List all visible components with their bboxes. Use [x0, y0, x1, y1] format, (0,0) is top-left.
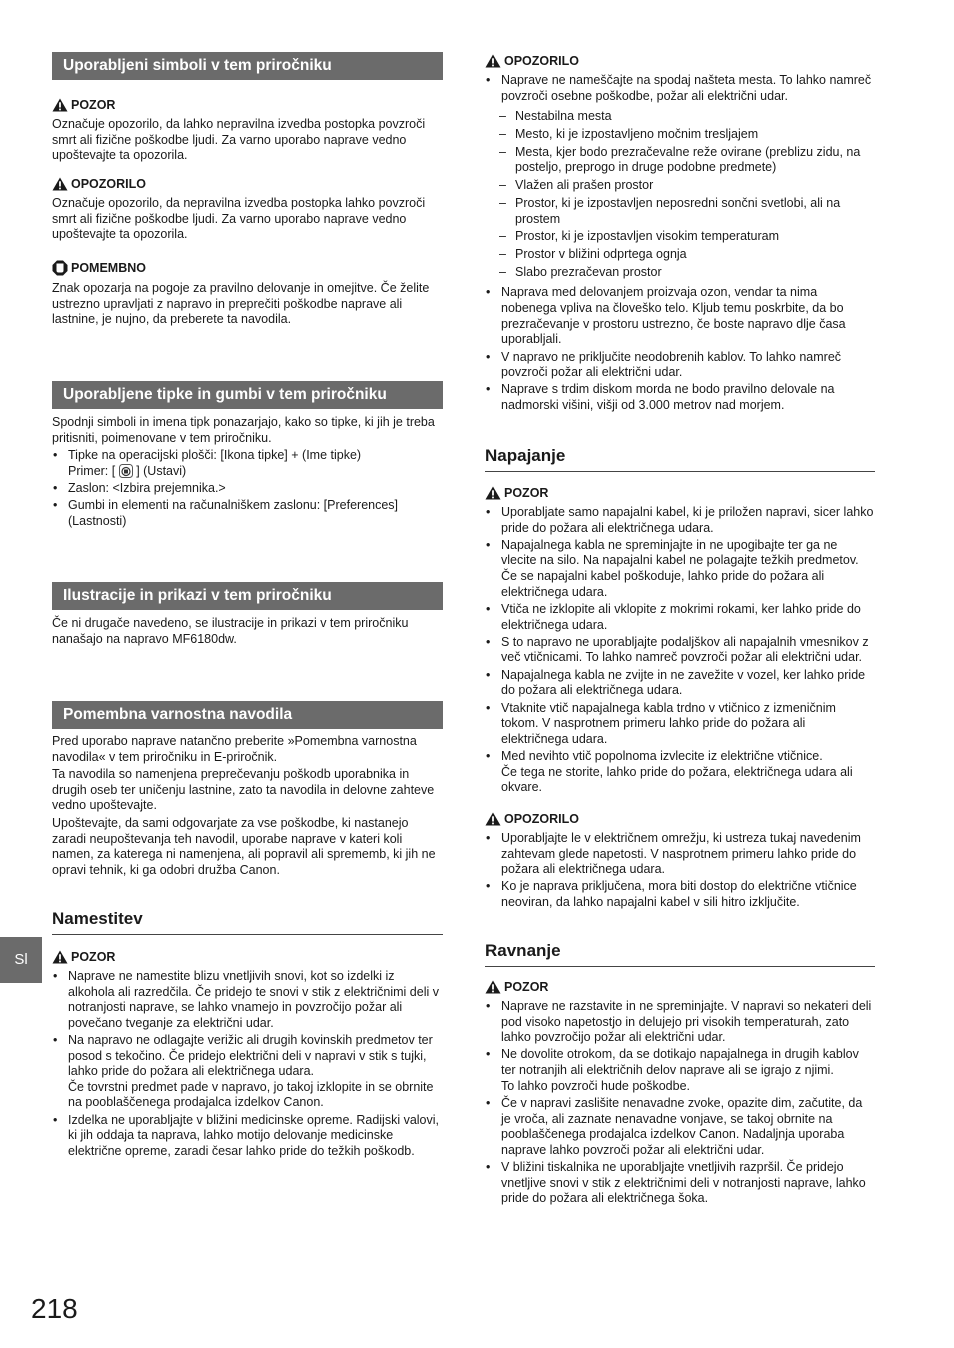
- list-item: – Vlažen ali prašen prostor: [485, 178, 875, 194]
- list-item: • Ne dovolite otrokom, da se dotikajo napajalnega in drugih kablov ter notranjih ali električnih delov naprave ali se igrajo z njimi. To lahko povzroči hude poškodbe.: [485, 1047, 875, 1094]
- list-item: • Izdelka ne uporabljajte v bližini medicinske opreme. Radijski valovi, ki jih oddaja ta naprava, lahko motijo delovanje medicinske električne opreme, zaradi česar lahko pride do težkih poškodb.: [52, 1113, 443, 1160]
- list-item: • Naprava med delovanjem proizvaja ozon, vendar ta nima nobenega vpliva na človeško telo. Kljub temu poskrbite, da bo prezračevanje v prostoru ustrezno, če boste napravo dlje časa uporabljali.: [485, 285, 875, 347]
- section-title-symbols: Uporabljeni simboli v tem priročniku: [52, 52, 443, 80]
- list-item: • Napajalnega kabla ne spreminjajte in ne upogibajte ter ga ne vlecite na silo. Na napajalni kabel ne polagajte težkih predmetov. Če se napajalni kabel poškoduje, lahko pride do požara ali električnega udara.: [485, 538, 875, 600]
- list-item: • Naprave ne namestite blizu vnetljivih snovi, kot so izdelki iz alkohola ali razredčila. Če pridejo te snovi v stik z električnimi deli v notranjosti naprave, se lahko vnamejo in povzročijo požar ali povečano tveganje za električni udar.: [52, 969, 443, 1031]
- pomembno-label: POMEMBNO: [52, 260, 146, 276]
- namestitev-list: [52, 969, 443, 1161]
- list-item: – Nestabilna mesta: [485, 109, 875, 125]
- pozor-description: Označuje opozorilo, da lahko nepravilna izvedba postopka povzroči smrt ali fizične poškodbe ljudi. Za varno uporabo naprave vedno upoštevajte ta opozorila.: [52, 117, 426, 163]
- section-title-illustrations: Ilustracije in prikazi v tem priročniku: [52, 582, 443, 610]
- location-warnings: [485, 73, 875, 415]
- list-item: • Gumbi in elementi na računalniškem zaslonu: [Preferences] (Lastnosti): [52, 498, 443, 529]
- important-stop-icon: [52, 260, 68, 276]
- language-tab: Sl: [0, 937, 42, 983]
- list-item: • Uporabljajte le v električnem omrežju, ki ustreza tukaj navedenim zahtevam glede napetosti. V nasprotnem primeru lahko pride do požara ali električnega udara.: [485, 831, 875, 878]
- list-item: • Uporabljate samo napajalni kabel, ki je priložen napravi, sicer lahko pride do požara ali električnega udara.: [485, 505, 875, 536]
- list-item: • Naprave ne razstavite in ne spreminjajte. V napravi so nekateri deli pod visoko napetostjo in delujejo pri visokih temperaturah, zato lahko povzročijo požar ali električni udar.: [485, 999, 875, 1046]
- list-item: • Naprave s trdim diskom morda ne bodo pravilno delovale na nadmorski višini, višji od 3.000 metrov nad morjem.: [485, 382, 875, 413]
- warning-triangle-icon: [485, 486, 501, 500]
- opozorilo-description: Označuje opozorilo, da nepravilna izvedba postopka lahko povzroči smrt ali fizične poškodbe ljudi. Za varno uporabo naprave vedno upoštevajte ta opozorila.: [52, 196, 426, 242]
- list-item: • Vtaknite vtič napajalnega kabla trdno v vtičnico z izmeničnim tokom. V nasprotnem primeru lahko pride do požara ali električnega udara.: [485, 701, 875, 748]
- pozor-label: POZOR: [485, 979, 548, 995]
- list-item: – Slabo prezračevan prostor: [485, 265, 875, 281]
- list-item: • Na napravo ne odlagajte verižic ali drugih kovinskih predmetov ter posod s tekočino. Če pridejo električni deli v napravi v stik s tujki, lahko pride do požara ali električnega udara. Če tovrstni predmet pade v napravo, jo takoj izklopite in se obrnite na pooblaščenega prodajalca izdelkov Canon.: [52, 1033, 443, 1111]
- safety-section-body: Pred uporabo naprave natančno preberite »Pomembna varnostna navodila« v tem priročniku in E-priročnik. Ta navodila so namenjena preprečevanju poškodb uporabnika in drugih oseb ter uničenju lastnine, zato ta navodila in delovne zahteve vedno upoštevajte. Upoštevajte, da sami odgovarjate za vse poškodbe, ki nastanejo zaradi neupoštevanja teh navodil, uporabe naprave v kateri koli namen, za katerega ni namenjena, ali popravil ali sprememb, ki jih ne opravi tehnik, ki ga odobri družba Canon.: [52, 734, 436, 877]
- heading-napajanje: Napajanje: [485, 446, 875, 472]
- list-item: – Mesto, ki je izpostavljeno močnim tresljajem: [485, 127, 875, 143]
- list-item: – Prostor v bližini odprtega ognja: [485, 247, 875, 263]
- opozorilo-label: OPOZORILO: [52, 176, 146, 192]
- list-item: • Ko je naprava priključena, mora biti dostop do električne vtičnice neoviran, da lahko napajalni kabel v sili hitro izključite.: [485, 879, 875, 910]
- section-title-safety: Pomembna varnostna navodila: [52, 701, 443, 729]
- stop-key-icon: [119, 464, 133, 478]
- ravnanje-list: [485, 999, 875, 1208]
- opozorilo-label: OPOZORILO: [485, 53, 579, 69]
- list-item: • Med nevihto vtič popolnoma izvlecite iz električne vtičnice. Če tega ne storite, lahko pride do požara, električnega udara ali okvare.: [485, 749, 875, 796]
- heading-namestitev: Namestitev: [52, 909, 443, 935]
- dash-list: [485, 109, 875, 280]
- list-item: • V bližini tiskalnika ne uporabljajte vnetljivih razpršil. Če pridejo vnetljive snovi v stik z električnimi deli v notranjosti naprave, lahko pride do požara ali električnega šoka.: [485, 1160, 875, 1207]
- warning-triangle-icon: [52, 950, 68, 964]
- list-item: • V napravo ne priključite neodobrenih kablov. To lahko namreč povzroči požar ali električni udar.: [485, 350, 875, 381]
- warning-triangle-icon: [52, 177, 68, 191]
- list-item: • Vtiča ne izklopite ali vklopite z mokrimi rokami, ker lahko pride do električnega udara.: [485, 602, 875, 633]
- list-item: – Prostor, ki je izpostavljen neposredni sončni svetlobi, ali na prostem: [485, 196, 875, 227]
- warning-triangle-icon: [485, 54, 501, 68]
- warning-triangle-icon: [485, 812, 501, 826]
- list-item: • Zaslon: <Izbira prejemnika.>: [52, 481, 443, 497]
- warning-triangle-icon: [52, 98, 68, 112]
- page-number: 218: [31, 1293, 78, 1324]
- list-item: • Tipke na operacijski plošči: [Ikona tipke] + (Ime tipke) Primer: [ ] (Ustavi): [52, 448, 443, 479]
- section-title-keys: Uporabljene tipke in gumbi v tem priročniku: [52, 381, 443, 409]
- napajanje-pozor-list: [485, 505, 875, 798]
- list-item: • Naprave ne nameščajte na spodaj našteta mesta. To lahko namreč povzroči osebne poškodbe, požar ali električni udar.: [485, 73, 875, 104]
- opozorilo-label: OPOZORILO: [485, 811, 579, 827]
- pomembno-description: Znak opozarja na pogoje za pravilno delovanje in omejitve. Če želite ustrezno upravljati z napravo in preprečiti poškodbe naprave ali lastnine, je nujno, da preberete ta navodila.: [52, 281, 430, 327]
- illustrations-text: Če ni drugače navedeno, se ilustracije in prikazi v tem priročniku nanašajo na napravo MF6180dw.: [52, 616, 409, 646]
- heading-ravnanje: Ravnanje: [485, 941, 875, 967]
- list-item: – Prostor, ki je izpostavljen visokim temperaturam: [485, 229, 875, 245]
- keys-section-body: Spodnji simboli in imena tipk ponazarjajo, kako so tipke, ki jih je treba pritisniti, poimenovane v tem priročniku. • Tipke na operacijski plošči: [Ikona tipke] + (Ime tipke) Primer: [ ] (Ustavi) • Zaslon: <Izbira prejemnika.> • Gumbi in elementi na računalniškem zaslonu: [Preferences] (Lastnosti): [52, 415, 443, 531]
- napajanje-opozorilo-list: [485, 831, 875, 912]
- list-item: – Mesta, kjer bodo prezračevalne reže ovirane (preblizu zidu, na posteljo, preprogo in druge podobne predmete): [485, 145, 875, 176]
- list-item: • S to napravo ne uporabljajte podaljškov ali napajalnih vmesnikov z več vtičnicami. To lahko namreč povzroči požar ali električni udar.: [485, 635, 875, 666]
- list-item: • Napajalnega kabla ne zvijte in ne zavežite v vozel, ker lahko pride do požara ali električnega udara.: [485, 668, 875, 699]
- pozor-label: POZOR: [485, 485, 548, 501]
- pozor-label: POZOR: [52, 97, 115, 113]
- list-item: • Če v napravi zaslišite nenavadne zvoke, opazite dim, začutite, da je vroča, ali zaznate nenavadne vonjave, se takoj obrnite na pooblaščenega prodajalca izdelkov Canon. Nadaljnja uporaba naprave lahko povzroči požar ali električni udar.: [485, 1096, 875, 1158]
- pozor-label: POZOR: [52, 949, 115, 965]
- warning-triangle-icon: [485, 980, 501, 994]
